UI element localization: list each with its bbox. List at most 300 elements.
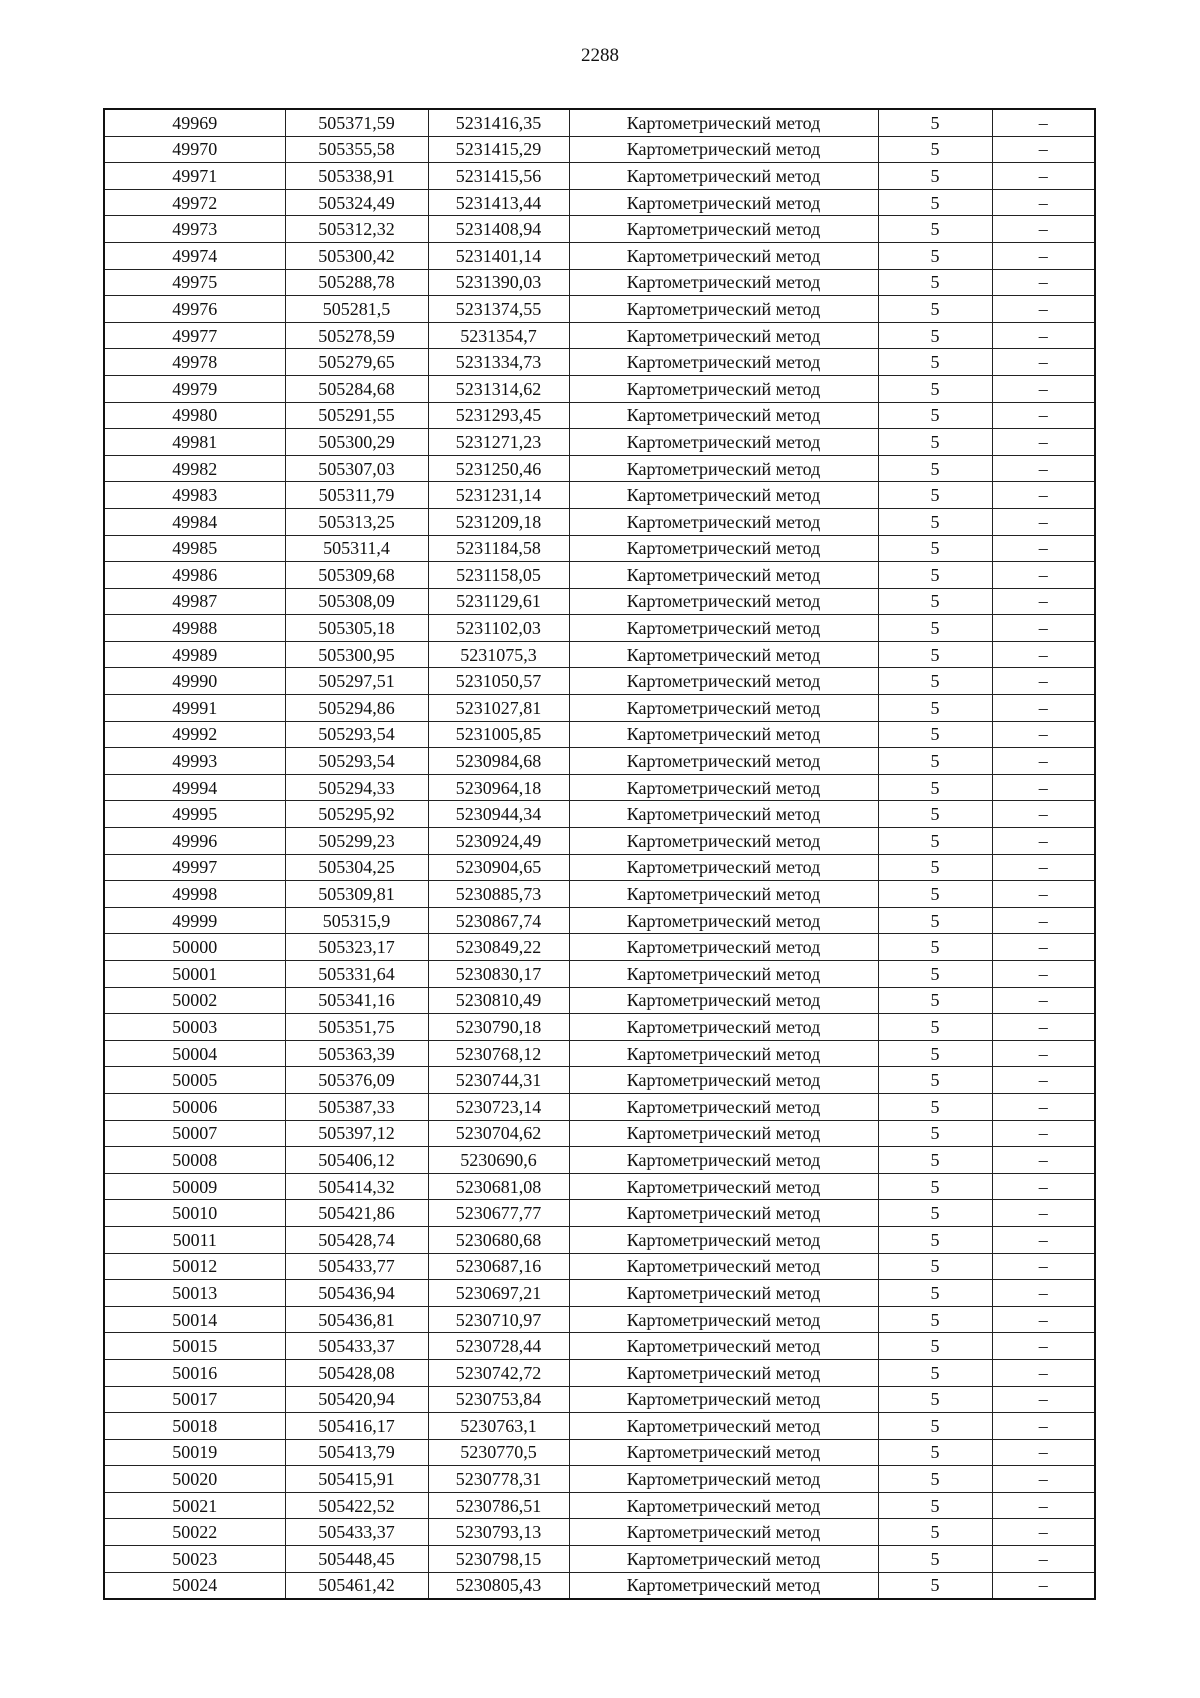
cell-method: Картометрический метод — [569, 934, 878, 961]
cell-point-number: 49999 — [104, 907, 285, 934]
cell-point-number: 49985 — [104, 535, 285, 562]
cell-note: – — [992, 1413, 1095, 1440]
cell-x-coordinate: 505448,45 — [285, 1546, 428, 1573]
cell-method: Картометрический метод — [569, 535, 878, 562]
cell-note: – — [992, 961, 1095, 988]
cell-point-number: 49992 — [104, 721, 285, 748]
cell-point-number: 49987 — [104, 588, 285, 615]
cell-point-number: 49969 — [104, 109, 285, 136]
cell-x-coordinate: 505315,9 — [285, 907, 428, 934]
cell-method: Картометрический метод — [569, 482, 878, 509]
table-row — [104, 1040, 1095, 1067]
cell-note: – — [992, 615, 1095, 642]
cell-x-coordinate: 505387,33 — [285, 1093, 428, 1120]
cell-point-number: 49975 — [104, 269, 285, 296]
cell-method: Картометрический метод — [569, 242, 878, 269]
cell-note: – — [992, 801, 1095, 828]
cell-x-coordinate: 505433,37 — [285, 1519, 428, 1546]
cell-method: Картометрический метод — [569, 1359, 878, 1386]
table-row — [104, 801, 1095, 828]
cell-y-coordinate: 5230805,43 — [428, 1572, 569, 1599]
cell-y-coordinate: 5231314,62 — [428, 375, 569, 402]
table-row — [104, 881, 1095, 908]
cell-y-coordinate: 5230786,51 — [428, 1492, 569, 1519]
cell-point-number: 49970 — [104, 136, 285, 163]
coordinates-table-body — [104, 109, 1095, 1599]
cell-accuracy: 5 — [878, 1120, 992, 1147]
cell-point-number: 50023 — [104, 1546, 285, 1573]
cell-accuracy: 5 — [878, 535, 992, 562]
cell-note: – — [992, 1173, 1095, 1200]
cell-note: – — [992, 163, 1095, 190]
cell-point-number: 50010 — [104, 1200, 285, 1227]
cell-y-coordinate: 5230867,74 — [428, 907, 569, 934]
cell-note: – — [992, 1546, 1095, 1573]
cell-y-coordinate: 5230677,77 — [428, 1200, 569, 1227]
cell-x-coordinate: 505341,16 — [285, 987, 428, 1014]
cell-y-coordinate: 5230770,5 — [428, 1439, 569, 1466]
cell-note: – — [992, 1466, 1095, 1493]
cell-note: – — [992, 721, 1095, 748]
table-row — [104, 508, 1095, 535]
cell-accuracy: 5 — [878, 1093, 992, 1120]
cell-x-coordinate: 505351,75 — [285, 1014, 428, 1041]
cell-x-coordinate: 505406,12 — [285, 1147, 428, 1174]
cell-point-number: 49984 — [104, 508, 285, 535]
cell-method: Картометрический метод — [569, 588, 878, 615]
cell-point-number: 49973 — [104, 216, 285, 243]
cell-accuracy: 5 — [878, 881, 992, 908]
cell-accuracy: 5 — [878, 1386, 992, 1413]
cell-point-number: 49977 — [104, 322, 285, 349]
cell-point-number: 50018 — [104, 1413, 285, 1440]
cell-method: Картометрический метод — [569, 1253, 878, 1280]
cell-x-coordinate: 505461,42 — [285, 1572, 428, 1599]
cell-y-coordinate: 5231415,56 — [428, 163, 569, 190]
cell-x-coordinate: 505304,25 — [285, 854, 428, 881]
cell-method: Картометрический метод — [569, 774, 878, 801]
cell-accuracy: 5 — [878, 402, 992, 429]
cell-accuracy: 5 — [878, 109, 992, 136]
cell-accuracy: 5 — [878, 641, 992, 668]
cell-point-number: 50000 — [104, 934, 285, 961]
cell-method: Картометрический метод — [569, 322, 878, 349]
cell-y-coordinate: 5230904,65 — [428, 854, 569, 881]
cell-note: – — [992, 1386, 1095, 1413]
cell-method: Картометрический метод — [569, 1413, 878, 1440]
cell-x-coordinate: 505299,23 — [285, 828, 428, 855]
cell-accuracy: 5 — [878, 1253, 992, 1280]
cell-y-coordinate: 5231390,03 — [428, 269, 569, 296]
cell-y-coordinate: 5230681,08 — [428, 1173, 569, 1200]
cell-x-coordinate: 505294,86 — [285, 695, 428, 722]
table-row — [104, 1466, 1095, 1493]
table-row — [104, 695, 1095, 722]
cell-note: – — [992, 429, 1095, 456]
cell-method: Картометрический метод — [569, 1386, 878, 1413]
table-row — [104, 1386, 1095, 1413]
cell-note: – — [992, 1280, 1095, 1307]
table-row — [104, 961, 1095, 988]
cell-x-coordinate: 505397,12 — [285, 1120, 428, 1147]
cell-accuracy: 5 — [878, 774, 992, 801]
cell-accuracy: 5 — [878, 615, 992, 642]
table-row — [104, 987, 1095, 1014]
cell-x-coordinate: 505433,77 — [285, 1253, 428, 1280]
cell-note: – — [992, 455, 1095, 482]
cell-note: – — [992, 1147, 1095, 1174]
cell-method: Картометрический метод — [569, 1333, 878, 1360]
cell-y-coordinate: 5230849,22 — [428, 934, 569, 961]
cell-note: – — [992, 375, 1095, 402]
cell-y-coordinate: 5231184,58 — [428, 535, 569, 562]
cell-accuracy: 5 — [878, 429, 992, 456]
table-row — [104, 1546, 1095, 1573]
cell-x-coordinate: 505422,52 — [285, 1492, 428, 1519]
cell-y-coordinate: 5230728,44 — [428, 1333, 569, 1360]
cell-method: Картометрический метод — [569, 296, 878, 323]
cell-method: Картометрический метод — [569, 854, 878, 881]
cell-accuracy: 5 — [878, 1439, 992, 1466]
cell-note: – — [992, 1333, 1095, 1360]
cell-x-coordinate: 505371,59 — [285, 109, 428, 136]
cell-accuracy: 5 — [878, 748, 992, 775]
cell-point-number: 49993 — [104, 748, 285, 775]
table-row — [104, 1147, 1095, 1174]
cell-accuracy: 5 — [878, 987, 992, 1014]
cell-note: – — [992, 668, 1095, 695]
cell-accuracy: 5 — [878, 1280, 992, 1307]
cell-point-number: 49981 — [104, 429, 285, 456]
cell-accuracy: 5 — [878, 1200, 992, 1227]
cell-x-coordinate: 505436,94 — [285, 1280, 428, 1307]
cell-y-coordinate: 5230810,49 — [428, 987, 569, 1014]
cell-x-coordinate: 505311,4 — [285, 535, 428, 562]
table-row — [104, 615, 1095, 642]
cell-x-coordinate: 505415,91 — [285, 1466, 428, 1493]
cell-method: Картометрический метод — [569, 1173, 878, 1200]
table-row — [104, 1413, 1095, 1440]
cell-accuracy: 5 — [878, 1226, 992, 1253]
cell-y-coordinate: 5231102,03 — [428, 615, 569, 642]
cell-method: Картометрический метод — [569, 1226, 878, 1253]
table-row — [104, 1067, 1095, 1094]
cell-accuracy: 5 — [878, 588, 992, 615]
cell-y-coordinate: 5230984,68 — [428, 748, 569, 775]
cell-accuracy: 5 — [878, 934, 992, 961]
cell-accuracy: 5 — [878, 1040, 992, 1067]
cell-accuracy: 5 — [878, 296, 992, 323]
cell-point-number: 50021 — [104, 1492, 285, 1519]
cell-accuracy: 5 — [878, 801, 992, 828]
cell-point-number: 50005 — [104, 1067, 285, 1094]
table-row — [104, 668, 1095, 695]
cell-x-coordinate: 505300,95 — [285, 641, 428, 668]
cell-method: Картометрический метод — [569, 615, 878, 642]
cell-accuracy: 5 — [878, 1359, 992, 1386]
cell-point-number: 50016 — [104, 1359, 285, 1386]
cell-method: Картометрический метод — [569, 1439, 878, 1466]
table-row — [104, 907, 1095, 934]
cell-y-coordinate: 5231293,45 — [428, 402, 569, 429]
cell-method: Картометрический метод — [569, 1067, 878, 1094]
cell-point-number: 49983 — [104, 482, 285, 509]
cell-note: – — [992, 1200, 1095, 1227]
cell-note: – — [992, 881, 1095, 908]
cell-note: – — [992, 349, 1095, 376]
cell-point-number: 49998 — [104, 881, 285, 908]
cell-x-coordinate: 505281,5 — [285, 296, 428, 323]
cell-accuracy: 5 — [878, 349, 992, 376]
cell-point-number: 49971 — [104, 163, 285, 190]
cell-accuracy: 5 — [878, 828, 992, 855]
cell-y-coordinate: 5230710,97 — [428, 1306, 569, 1333]
cell-x-coordinate: 505428,74 — [285, 1226, 428, 1253]
cell-accuracy: 5 — [878, 854, 992, 881]
cell-accuracy: 5 — [878, 1067, 992, 1094]
cell-accuracy: 5 — [878, 695, 992, 722]
cell-x-coordinate: 505291,55 — [285, 402, 428, 429]
table-row — [104, 402, 1095, 429]
table-row — [104, 1359, 1095, 1386]
cell-note: – — [992, 828, 1095, 855]
cell-method: Картометрический метод — [569, 163, 878, 190]
cell-accuracy: 5 — [878, 216, 992, 243]
table-row — [104, 1253, 1095, 1280]
cell-note: – — [992, 1067, 1095, 1094]
table-row — [104, 854, 1095, 881]
table-row — [104, 216, 1095, 243]
cell-method: Картометрический метод — [569, 349, 878, 376]
cell-x-coordinate: 505355,58 — [285, 136, 428, 163]
cell-method: Картометрический метод — [569, 136, 878, 163]
cell-y-coordinate: 5231401,14 — [428, 242, 569, 269]
cell-accuracy: 5 — [878, 1492, 992, 1519]
cell-note: – — [992, 535, 1095, 562]
cell-x-coordinate: 505308,09 — [285, 588, 428, 615]
cell-note: – — [992, 402, 1095, 429]
cell-method: Картометрический метод — [569, 1519, 878, 1546]
cell-x-coordinate: 505323,17 — [285, 934, 428, 961]
cell-point-number: 49996 — [104, 828, 285, 855]
table-row — [104, 136, 1095, 163]
cell-accuracy: 5 — [878, 562, 992, 589]
cell-point-number: 50011 — [104, 1226, 285, 1253]
cell-method: Картометрический метод — [569, 1040, 878, 1067]
table-row — [104, 774, 1095, 801]
cell-y-coordinate: 5230697,21 — [428, 1280, 569, 1307]
cell-accuracy: 5 — [878, 1572, 992, 1599]
cell-note: – — [992, 588, 1095, 615]
table-row — [104, 1173, 1095, 1200]
cell-y-coordinate: 5231027,81 — [428, 695, 569, 722]
cell-note: – — [992, 508, 1095, 535]
cell-accuracy: 5 — [878, 136, 992, 163]
cell-point-number: 50006 — [104, 1093, 285, 1120]
cell-accuracy: 5 — [878, 242, 992, 269]
table-row — [104, 721, 1095, 748]
cell-y-coordinate: 5230742,72 — [428, 1359, 569, 1386]
cell-accuracy: 5 — [878, 1306, 992, 1333]
cell-x-coordinate: 505293,54 — [285, 748, 428, 775]
table-row — [104, 588, 1095, 615]
cell-accuracy: 5 — [878, 961, 992, 988]
cell-note: – — [992, 748, 1095, 775]
cell-point-number: 50017 — [104, 1386, 285, 1413]
cell-method: Картометрический метод — [569, 402, 878, 429]
cell-method: Картометрический метод — [569, 375, 878, 402]
cell-y-coordinate: 5230753,84 — [428, 1386, 569, 1413]
cell-point-number: 49989 — [104, 641, 285, 668]
cell-x-coordinate: 505284,68 — [285, 375, 428, 402]
table-row — [104, 296, 1095, 323]
cell-accuracy: 5 — [878, 482, 992, 509]
cell-x-coordinate: 505416,17 — [285, 1413, 428, 1440]
cell-method: Картометрический метод — [569, 961, 878, 988]
cell-point-number: 49974 — [104, 242, 285, 269]
cell-y-coordinate: 5230793,13 — [428, 1519, 569, 1546]
cell-accuracy: 5 — [878, 455, 992, 482]
cell-y-coordinate: 5230924,49 — [428, 828, 569, 855]
cell-y-coordinate: 5230723,14 — [428, 1093, 569, 1120]
cell-note: – — [992, 1439, 1095, 1466]
cell-point-number: 49991 — [104, 695, 285, 722]
table-row — [104, 828, 1095, 855]
cell-y-coordinate: 5231209,18 — [428, 508, 569, 535]
cell-note: – — [992, 1359, 1095, 1386]
cell-x-coordinate: 505421,86 — [285, 1200, 428, 1227]
cell-note: – — [992, 1492, 1095, 1519]
cell-y-coordinate: 5231415,29 — [428, 136, 569, 163]
cell-point-number: 50001 — [104, 961, 285, 988]
table-row — [104, 455, 1095, 482]
cell-point-number: 49988 — [104, 615, 285, 642]
cell-method: Картометрический метод — [569, 881, 878, 908]
cell-point-number: 50019 — [104, 1439, 285, 1466]
cell-method: Картометрический метод — [569, 1014, 878, 1041]
cell-y-coordinate: 5230885,73 — [428, 881, 569, 908]
table-row — [104, 1333, 1095, 1360]
cell-accuracy: 5 — [878, 163, 992, 190]
table-row — [104, 1280, 1095, 1307]
cell-y-coordinate: 5231416,35 — [428, 109, 569, 136]
cell-note: – — [992, 1572, 1095, 1599]
cell-y-coordinate: 5231158,05 — [428, 562, 569, 589]
cell-y-coordinate: 5230690,6 — [428, 1147, 569, 1174]
cell-y-coordinate: 5230798,15 — [428, 1546, 569, 1573]
cell-point-number: 50004 — [104, 1040, 285, 1067]
cell-accuracy: 5 — [878, 322, 992, 349]
table-row — [104, 1093, 1095, 1120]
cell-x-coordinate: 505324,49 — [285, 189, 428, 216]
cell-accuracy: 5 — [878, 1147, 992, 1174]
cell-point-number: 49990 — [104, 668, 285, 695]
cell-x-coordinate: 505309,81 — [285, 881, 428, 908]
cell-accuracy: 5 — [878, 668, 992, 695]
cell-y-coordinate: 5231374,55 — [428, 296, 569, 323]
cell-note: – — [992, 641, 1095, 668]
cell-x-coordinate: 505307,03 — [285, 455, 428, 482]
cell-y-coordinate: 5231271,23 — [428, 429, 569, 456]
cell-accuracy: 5 — [878, 1173, 992, 1200]
cell-method: Картометрический метод — [569, 641, 878, 668]
cell-x-coordinate: 505313,25 — [285, 508, 428, 535]
cell-accuracy: 5 — [878, 1466, 992, 1493]
table-row — [104, 934, 1095, 961]
cell-accuracy: 5 — [878, 1413, 992, 1440]
cell-point-number: 50022 — [104, 1519, 285, 1546]
cell-point-number: 50024 — [104, 1572, 285, 1599]
cell-y-coordinate: 5230744,31 — [428, 1067, 569, 1094]
table-row — [104, 1492, 1095, 1519]
cell-point-number: 49978 — [104, 349, 285, 376]
table-row — [104, 242, 1095, 269]
cell-x-coordinate: 505300,42 — [285, 242, 428, 269]
cell-note: – — [992, 1253, 1095, 1280]
cell-y-coordinate: 5230830,17 — [428, 961, 569, 988]
cell-method: Картометрический метод — [569, 1147, 878, 1174]
cell-method: Картометрический метод — [569, 721, 878, 748]
cell-method: Картометрический метод — [569, 562, 878, 589]
cell-note: – — [992, 216, 1095, 243]
cell-method: Картометрический метод — [569, 668, 878, 695]
cell-point-number: 49972 — [104, 189, 285, 216]
cell-accuracy: 5 — [878, 1546, 992, 1573]
cell-note: – — [992, 1519, 1095, 1546]
cell-note: – — [992, 987, 1095, 1014]
cell-y-coordinate: 5231050,57 — [428, 668, 569, 695]
cell-y-coordinate: 5230778,31 — [428, 1466, 569, 1493]
cell-point-number: 49997 — [104, 854, 285, 881]
cell-point-number: 50015 — [104, 1333, 285, 1360]
cell-accuracy: 5 — [878, 1014, 992, 1041]
table-row — [104, 1306, 1095, 1333]
cell-accuracy: 5 — [878, 269, 992, 296]
table-row — [104, 375, 1095, 402]
table-row — [104, 562, 1095, 589]
cell-note: – — [992, 562, 1095, 589]
cell-note: – — [992, 322, 1095, 349]
table-row — [104, 482, 1095, 509]
cell-accuracy: 5 — [878, 721, 992, 748]
cell-note: – — [992, 482, 1095, 509]
cell-x-coordinate: 505338,91 — [285, 163, 428, 190]
cell-point-number: 50013 — [104, 1280, 285, 1307]
cell-x-coordinate: 505436,81 — [285, 1306, 428, 1333]
cell-note: – — [992, 1040, 1095, 1067]
cell-x-coordinate: 505305,18 — [285, 615, 428, 642]
cell-method: Картометрический метод — [569, 508, 878, 535]
cell-accuracy: 5 — [878, 1333, 992, 1360]
cell-x-coordinate: 505293,54 — [285, 721, 428, 748]
cell-note: – — [992, 774, 1095, 801]
cell-x-coordinate: 505428,08 — [285, 1359, 428, 1386]
cell-point-number: 49976 — [104, 296, 285, 323]
cell-x-coordinate: 505288,78 — [285, 269, 428, 296]
cell-x-coordinate: 505420,94 — [285, 1386, 428, 1413]
cell-note: – — [992, 1093, 1095, 1120]
cell-note: – — [992, 695, 1095, 722]
cell-method: Картометрический метод — [569, 1492, 878, 1519]
cell-method: Картометрический метод — [569, 987, 878, 1014]
cell-y-coordinate: 5230680,68 — [428, 1226, 569, 1253]
cell-method: Картометрический метод — [569, 1120, 878, 1147]
cell-method: Картометрический метод — [569, 1306, 878, 1333]
cell-x-coordinate: 505294,33 — [285, 774, 428, 801]
cell-x-coordinate: 505413,79 — [285, 1439, 428, 1466]
table-row — [104, 269, 1095, 296]
cell-method: Картометрический метод — [569, 109, 878, 136]
